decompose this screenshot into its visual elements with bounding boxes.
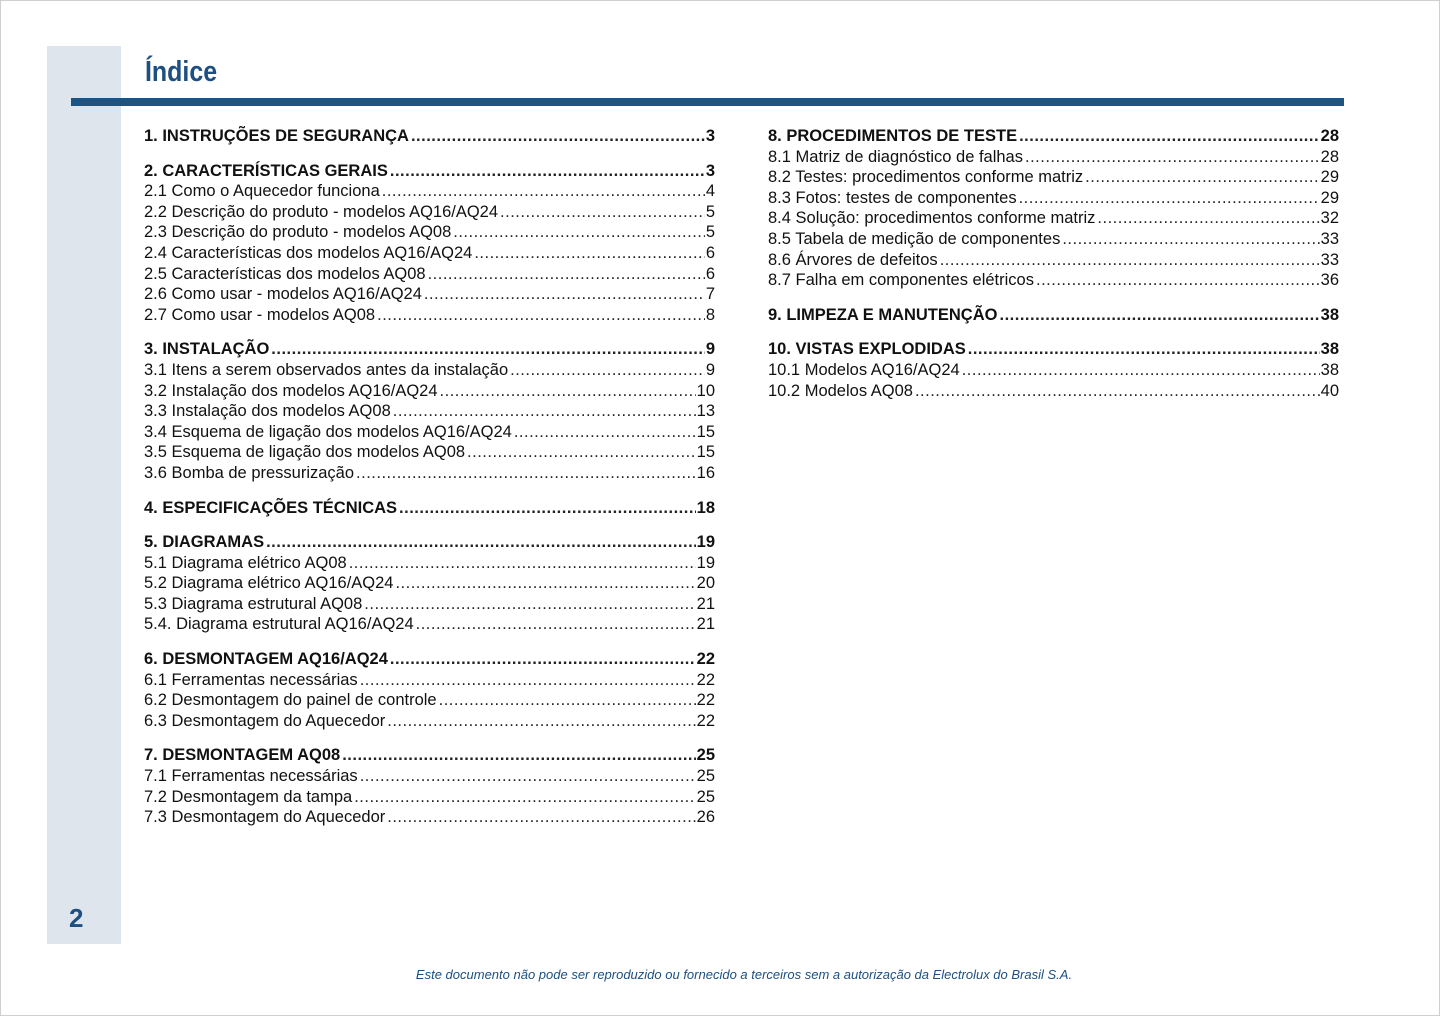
toc-leader-dots	[439, 690, 696, 711]
toc-entry-label: 8.5 Tabela de medição de componentes	[768, 229, 1061, 248]
toc-entry-page: 25	[696, 746, 715, 765]
toc-section	[144, 161, 715, 326]
toc-section	[768, 126, 1339, 291]
toc-leader-dots	[1062, 229, 1319, 250]
toc-entry-page: 38	[1320, 360, 1339, 379]
toc-entry-label: 2.2 Descrição do produto - modelos AQ16/AQ24	[144, 202, 499, 221]
toc-leader-dots	[500, 202, 705, 223]
toc-entry-label: 9. LIMPEZA E MANUTENÇÃO	[768, 305, 998, 324]
toc-leader-dots	[467, 442, 696, 463]
toc-entry[interactable]	[144, 690, 715, 711]
toc-entry[interactable]	[144, 711, 715, 732]
toc-entry-page: 28	[1320, 127, 1339, 145]
toc-entry[interactable]	[768, 147, 1339, 168]
toc-entry-label: 6.1 Ferramentas necessárias	[144, 670, 358, 689]
toc-entry-page: 8	[705, 305, 715, 324]
toc-leader-dots	[393, 401, 696, 422]
toc-entry[interactable]	[144, 463, 715, 484]
toc-entry[interactable]	[144, 442, 715, 463]
toc-leader-dots	[395, 573, 695, 594]
toc-entry-page: 28	[1320, 147, 1339, 166]
toc-entry-page: 25	[696, 767, 715, 786]
toc-entry[interactable]	[768, 208, 1339, 229]
toc-entry[interactable]	[768, 167, 1339, 188]
toc-entry[interactable]	[144, 264, 715, 285]
toc-entry-page: 3	[705, 127, 715, 145]
toc-entry[interactable]	[144, 670, 715, 691]
toc-entry-page: 20	[696, 574, 715, 593]
toc-entry-label: 5.2 Diagrama elétrico AQ16/AQ24	[144, 574, 394, 593]
toc-entry-page: 22	[696, 670, 715, 689]
toc-entry-page: 38	[1320, 340, 1339, 359]
toc-entry-page: 32	[1320, 209, 1339, 228]
toc-section	[144, 126, 715, 147]
toc-entry[interactable]	[144, 181, 715, 202]
toc-entry[interactable]	[768, 188, 1339, 209]
toc-entry[interactable]	[768, 381, 1339, 402]
toc-leader-dots	[416, 614, 696, 635]
toc-entry-page: 22	[696, 711, 715, 730]
toc-entry-label: 5.1 Diagrama elétrico AQ08	[144, 553, 347, 572]
toc-entry-page: 22	[696, 650, 715, 669]
toc-leader-dots	[999, 305, 1319, 326]
toc-left-column	[144, 126, 715, 842]
toc-leader-dots	[390, 161, 705, 182]
toc-entry-page: 38	[1320, 305, 1339, 324]
toc-entry-page: 15	[696, 422, 715, 441]
toc-entry-label: 6.2 Desmontagem do painel de controle	[144, 691, 437, 710]
toc-leader-dots	[428, 264, 705, 285]
toc-entry-label: 3.3 Instalação dos modelos AQ08	[144, 402, 391, 421]
toc-entry-label: 8.3 Fotos: testes de componentes	[768, 188, 1017, 207]
toc-entry-label: 8. PROCEDIMENTOS DE TESTE	[768, 127, 1018, 145]
toc-entry[interactable]	[144, 305, 715, 326]
sidebar-band	[47, 46, 121, 944]
toc-leader-dots	[1019, 188, 1320, 209]
toc-leader-dots	[354, 787, 695, 808]
toc-heading-entry[interactable]	[144, 339, 715, 360]
toc-entry-label: 8.7 Falha em componentes elétricos	[768, 271, 1034, 290]
toc-entry-label: 6.3 Desmontagem do Aquecedor	[144, 711, 386, 730]
toc-entry[interactable]	[144, 614, 715, 635]
toc-entry-page: 5	[705, 202, 715, 221]
toc-entry-label: 2.7 Como usar - modelos AQ08	[144, 305, 376, 324]
toc-leader-dots	[399, 498, 696, 519]
toc-heading-entry[interactable]	[144, 532, 715, 553]
toc-leader-dots	[382, 181, 705, 202]
toc-leader-dots	[342, 745, 695, 766]
toc-entry-label: 2.6 Como usar - modelos AQ16/AQ24	[144, 285, 422, 304]
toc-section	[768, 305, 1339, 326]
toc-leader-dots	[1097, 208, 1319, 229]
toc-entry[interactable]	[144, 573, 715, 594]
toc-entry-page: 29	[1320, 188, 1339, 207]
toc-heading-entry[interactable]	[144, 126, 715, 147]
toc-entry[interactable]	[144, 553, 715, 574]
toc-leader-dots	[377, 305, 705, 326]
toc-entry[interactable]	[144, 284, 715, 305]
toc-entry-page: 33	[1320, 250, 1339, 269]
toc-entry-page: 21	[696, 594, 715, 613]
toc-entry-page: 9	[705, 340, 715, 359]
toc-heading-entry[interactable]	[768, 339, 1339, 360]
toc-entry-label: 8.4 Solução: procedimentos conforme matriz	[768, 209, 1096, 228]
toc-leader-dots	[510, 360, 705, 381]
toc-entry-page: 6	[705, 264, 715, 283]
toc-entry[interactable]	[144, 787, 715, 808]
toc-entry[interactable]	[144, 807, 715, 828]
toc-entry-page: 7	[705, 285, 715, 304]
toc-entry-page: 40	[1320, 381, 1339, 400]
toc-entry-label: 5. DIAGRAMAS	[144, 533, 265, 552]
toc-leader-dots	[266, 532, 696, 553]
toc-entry-label: 5.3 Diagrama estrutural AQ08	[144, 594, 363, 613]
toc-entry-page: 21	[696, 615, 715, 634]
toc-entry-page: 9	[705, 360, 715, 379]
toc-section	[144, 745, 715, 827]
toc-entry[interactable]	[144, 401, 715, 422]
toc-entry[interactable]	[144, 594, 715, 615]
toc-entry-page: 13	[696, 402, 715, 421]
footer-notice: Este documento não pode ser reproduzido ou fornecido a terceiros sem a autorização da Electrolux do Brasil S.A.	[415, 967, 1073, 982]
toc-entry-label: 8.6 Árvores de defeitos	[768, 250, 938, 269]
toc-leader-dots	[453, 222, 705, 243]
toc-leader-dots	[1025, 147, 1320, 168]
toc-leader-dots	[387, 711, 695, 732]
toc-section	[144, 339, 715, 483]
toc-entry-label: 3.5 Esquema de ligação dos modelos AQ08	[144, 443, 466, 462]
toc-entry-page: 25	[696, 787, 715, 806]
toc-leader-dots	[940, 250, 1320, 271]
toc-section	[144, 498, 715, 519]
toc-leader-dots	[424, 284, 705, 305]
toc-section	[144, 532, 715, 635]
toc-entry-page: 3	[705, 161, 715, 180]
toc-entry[interactable]	[144, 222, 715, 243]
toc-entry-label: 10. VISTAS EXPLODIDAS	[768, 340, 966, 359]
toc-entry-label: 7.3 Desmontagem do Aquecedor	[144, 808, 386, 827]
toc-leader-dots	[968, 339, 1320, 360]
toc-leader-dots	[1085, 167, 1319, 188]
toc-entry-label: 4. ESPECIFICAÇÕES TÉCNICAS	[144, 498, 398, 517]
toc-entry-page: 4	[705, 182, 715, 201]
toc-entry[interactable]	[144, 422, 715, 443]
toc-entry-label: 3.2 Instalação dos modelos AQ16/AQ24	[144, 381, 438, 400]
toc-entry-label: 2.3 Descrição do produto - modelos AQ08	[144, 223, 452, 242]
title-rule	[71, 98, 1344, 106]
toc-entry-label: 8.2 Testes: procedimentos conforme matriz	[768, 168, 1084, 187]
toc-entry[interactable]	[768, 229, 1339, 250]
toc-entry-page: 19	[696, 533, 715, 552]
toc-entry-label: 2.1 Como o Aquecedor funciona	[144, 182, 380, 201]
page-number: 2	[69, 903, 84, 933]
toc-heading-entry[interactable]	[144, 745, 715, 766]
toc-leader-dots	[474, 243, 704, 264]
toc-entry-page: 18	[696, 498, 715, 517]
toc-entry[interactable]	[144, 202, 715, 223]
toc-entry-label: 3.6 Bomba de pressurização	[144, 463, 355, 482]
toc-entry[interactable]	[144, 766, 715, 787]
toc-leader-dots	[390, 649, 696, 670]
page-title: Índice	[145, 56, 218, 88]
toc-entry-label: 10.1 Modelos AQ16/AQ24	[768, 360, 960, 379]
toc-entry-label: 2.4 Características dos modelos AQ16/AQ24	[144, 243, 473, 262]
toc-entry-page: 29	[1320, 168, 1339, 187]
toc-entry-page: 19	[696, 553, 715, 572]
toc-entry-label: 3.1 Itens a serem observados antes da instalação	[144, 360, 509, 379]
toc-entry-page: 26	[696, 808, 715, 827]
toc-entry-page: 10	[696, 381, 715, 400]
toc-leader-dots	[360, 670, 696, 691]
toc-section	[144, 649, 715, 731]
toc-heading-entry[interactable]	[144, 649, 715, 670]
toc-entry-label: 3.4 Esquema de ligação dos modelos AQ16/AQ24	[144, 422, 512, 441]
toc-entry-label: 6. DESMONTAGEM AQ16/AQ24	[144, 650, 388, 669]
toc-leader-dots	[356, 463, 696, 484]
toc-entry[interactable]	[144, 243, 715, 264]
toc-entry-label: 8.1 Matriz de diagnóstico de falhas	[768, 147, 1023, 166]
toc-entry-page: 6	[705, 243, 715, 262]
toc-entry[interactable]	[144, 381, 715, 402]
toc-entry-label: 7.1 Ferramentas necessárias	[144, 767, 358, 786]
toc-entry[interactable]	[144, 360, 715, 381]
toc-entry-page: 15	[696, 443, 715, 462]
toc-leader-dots	[387, 807, 695, 828]
toc-entry-label: 10.2 Modelos AQ08	[768, 381, 913, 400]
toc-entry[interactable]	[768, 360, 1339, 381]
toc-section	[768, 339, 1339, 401]
toc-entry-label: 2. CARACTERÍSTICAS GERAIS	[144, 161, 388, 180]
toc-leader-dots	[349, 553, 696, 574]
toc-entry-label: 7. DESMONTAGEM AQ08	[144, 746, 341, 765]
toc-heading-entry[interactable]	[144, 498, 715, 519]
toc-right-column	[768, 126, 1339, 415]
toc-entry-page: 16	[696, 463, 715, 482]
toc-entry-page: 22	[696, 691, 715, 710]
toc-entry-label: 1. INSTRUÇÕES DE SEGURANÇA	[144, 127, 409, 145]
toc-leader-dots	[440, 381, 696, 402]
toc-entry[interactable]	[768, 270, 1339, 291]
toc-entry-label: 7.2 Desmontagem da tampa	[144, 787, 353, 806]
toc-leader-dots	[411, 126, 705, 147]
toc-heading-entry[interactable]	[768, 305, 1339, 326]
toc-entry-page: 5	[705, 223, 715, 242]
toc-entry-label: 3. INSTALAÇÃO	[144, 340, 270, 359]
toc-heading-entry[interactable]	[768, 126, 1339, 147]
toc-leader-dots	[271, 339, 705, 360]
toc-entry-label: 2.5 Características dos modelos AQ08	[144, 264, 426, 283]
toc-leader-dots	[915, 381, 1320, 402]
toc-entry-page: 33	[1320, 229, 1339, 248]
toc-leader-dots	[514, 422, 696, 443]
toc-entry-label: 5.4. Diagrama estrutural AQ16/AQ24	[144, 615, 414, 634]
toc-leader-dots	[962, 360, 1320, 381]
toc-leader-dots	[1036, 270, 1320, 291]
toc-heading-entry[interactable]	[144, 161, 715, 182]
toc-leader-dots	[360, 766, 696, 787]
toc-leader-dots	[364, 594, 695, 615]
toc-entry[interactable]	[768, 250, 1339, 271]
toc-leader-dots	[1019, 126, 1320, 147]
toc-entry-page: 36	[1320, 271, 1339, 290]
